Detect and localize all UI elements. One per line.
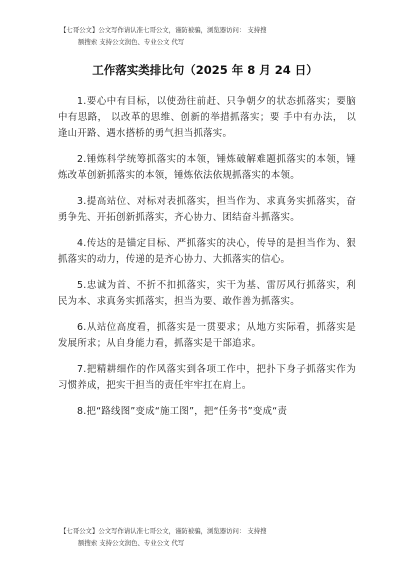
paragraph-7: 7.把精耕细作的作风落实到各项工作中，把扑下身子抓落实作为习惯养成，把实干担当的责任牢牢扛在肩上。 <box>58 364 356 391</box>
paragraph-5: 5.忠诚为首、不折不扣抓落实，实干为基、雷厉风行抓落实，利民为本、求真务实抓落实，担当为要、敢作善为抓落实。 <box>58 280 356 307</box>
paragraph-4: 4.传达的是锚定目标、严抓落实的决心，传导的是担当作为、狠抓落实的动力，传递的是齐心协力、大抓落实的信心。 <box>58 238 356 265</box>
paragraph-6: 6.从站位高度看，抓落实是一贯要求；从地方实际看，抓落实是发展所求；从自身能力看，抓落实是干部追求。 <box>58 322 356 349</box>
paragraph-8: 8.把“路线图”变成“施工图”，把“任务书”变成“责 <box>77 406 288 417</box>
document-body <box>58 94 356 430</box>
paragraph-3: 3.提高站位、对标对表抓落实，担当作为、求真务实抓落实，奋勇争先、开拓创新抓落实，齐心协力、团结奋斗抓落实。 <box>58 196 356 223</box>
header-watermark-banner <box>60 24 360 48</box>
footer-watermark-banner <box>60 525 360 549</box>
paragraph-2: 2.锤炼科学统筹抓落实的本领，锤炼破解难题抓落实的本领，锤炼改革创新抓落实的本领，锤炼依法依规抓落实的本领。 <box>58 154 356 181</box>
footer-banner-line-1: 【七哥公文】公文写作请认准七哥公文，谨防被骗，浏览器访问： 支持搜 <box>60 527 267 535</box>
header-banner-line-2: 额搜索 支持公文润色、专业公文 代写 <box>78 38 185 46</box>
footer-banner-line-2: 额搜索 支持公文润色、专业公文 代写 <box>78 539 185 547</box>
header-banner-line-1: 【七哥公文】公文写作请认准七哥公文，谨防被骗，浏览器访问： 支持搜 <box>60 26 267 34</box>
document-title: 工作落实类排比句（2025 年 8 月 24 日） <box>92 63 318 77</box>
paragraph-1: 1.要心中有目标，以使劲往前赶、只争朝夕的状态抓落实；要脑中有思路， 以改革的思维、创新的举措抓落实；要 手中有办法， 以逢山开路、遇水搭桥的勇气担当抓落实。 <box>58 96 356 139</box>
